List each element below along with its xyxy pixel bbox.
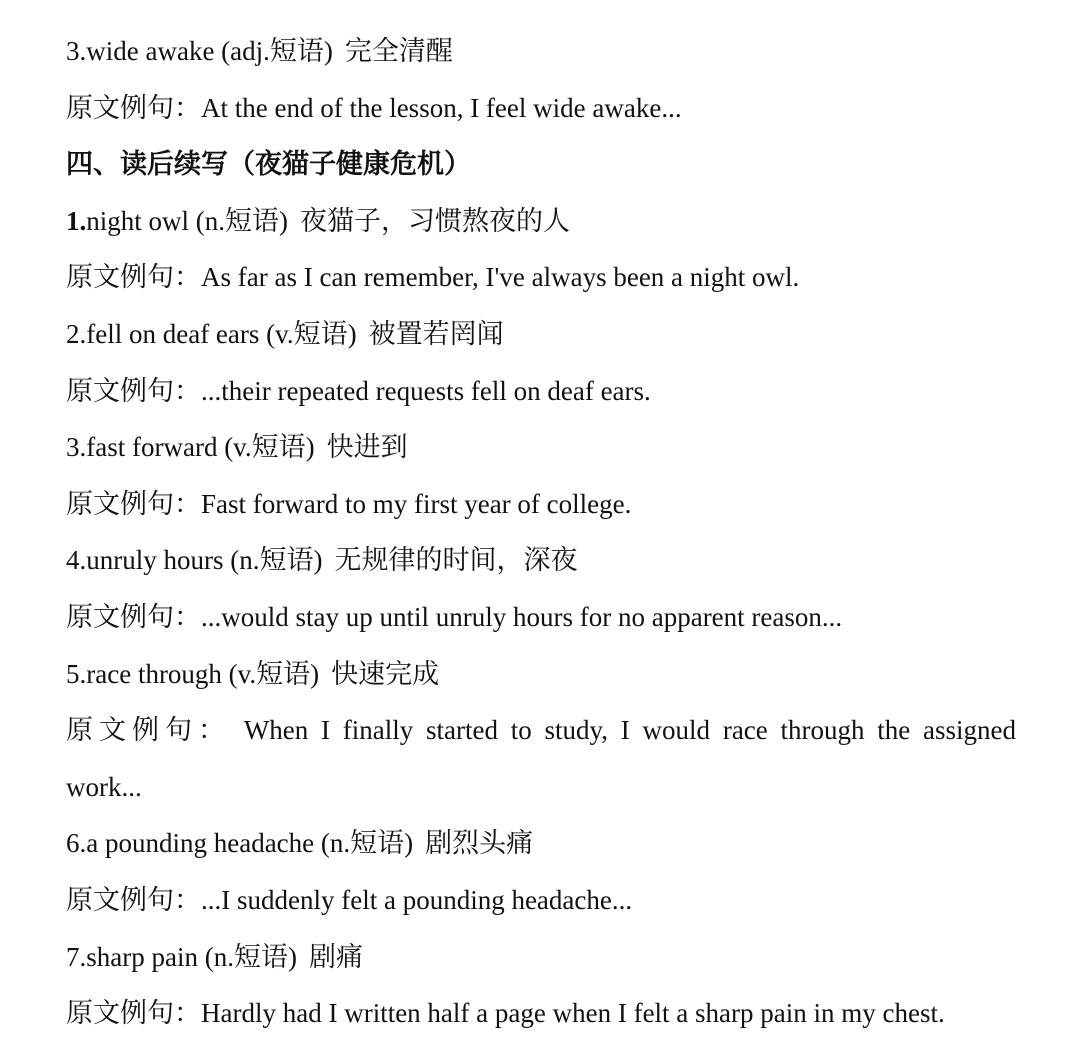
meaning: 剧烈头痛 (425, 828, 534, 859)
vocab-entry (66, 306, 1016, 363)
term: 5.race through (v.短语) (66, 658, 320, 689)
example-text: ...would stay up until unruly hours for no apparent reason... (201, 601, 843, 632)
example-sentence-continued: work... (66, 771, 142, 802)
example-label: 原文例句： (66, 488, 201, 519)
meaning: 快速完成 (331, 658, 440, 689)
example-sentence (66, 589, 1016, 646)
example-sentence (66, 476, 1016, 533)
example-label: 原文例句： (66, 884, 201, 915)
vocab-entry (66, 532, 1016, 589)
example-label: 原文例句： (66, 262, 201, 293)
example-label: 原文例句： (66, 998, 201, 1029)
example-label: 原文例句： (66, 601, 201, 632)
term: 4.unruly hours (n.短语) (66, 545, 323, 576)
example-text: When I finally started to study, I would race through the assigned (243, 715, 1017, 746)
example-text: As far as I can remember, I've always been a night owl. (201, 262, 800, 293)
example-sentence (66, 702, 1016, 759)
example-sentence (66, 872, 1016, 929)
vocab-entry (66, 193, 1016, 250)
meaning: 完全清醒 (344, 36, 453, 66)
example-sentence (66, 249, 1016, 306)
vocab-entry (66, 23, 1016, 80)
term: 6.a pounding headache (n.短语) (66, 828, 414, 859)
term: 7.sharp pain (n.短语) (66, 941, 297, 972)
example-sentence (66, 363, 1016, 420)
example-text: ...their repeated requests fell on deaf ears. (201, 375, 651, 406)
term: 3.wide awake (adj.短语) (66, 36, 333, 66)
term: night owl (n.短语) (86, 205, 288, 236)
vocab-entry (66, 815, 1016, 872)
vocab-entry (66, 419, 1016, 476)
example-label: 原文例句： (66, 375, 201, 406)
meaning: 快进到 (326, 432, 408, 463)
example-label: 原文例句： (66, 92, 201, 123)
term: 3.fast forward (v.短语) (66, 432, 315, 463)
section-heading: 四、读后续写（夜猫子健康危机） (66, 149, 471, 180)
term-number: 1. (66, 205, 87, 236)
term: 2.fell on deaf ears (v.短语) (66, 318, 357, 349)
example-text: Fast forward to my first year of college. (201, 488, 632, 519)
meaning: 夜猫子，习惯熬夜的人 (300, 205, 570, 236)
meaning: 无规律的时间，深夜 (334, 545, 578, 576)
example-label: 原文例句： (66, 715, 232, 746)
example-text: Hardly had I written half a page when I felt a sharp pain in my chest. (201, 998, 945, 1029)
vocab-entry (66, 646, 1016, 703)
example-sentence (66, 80, 1016, 137)
meaning: 被置若罔闻 (368, 318, 504, 349)
meaning: 剧痛 (308, 941, 363, 972)
vocab-entry (66, 929, 1016, 986)
example-text: At the end of the lesson, I feel wide awake... (201, 92, 682, 123)
example-text: ...I suddenly felt a pounding headache... (201, 884, 633, 915)
document-page (66, 23, 1016, 1042)
example-sentence (66, 985, 1016, 1042)
